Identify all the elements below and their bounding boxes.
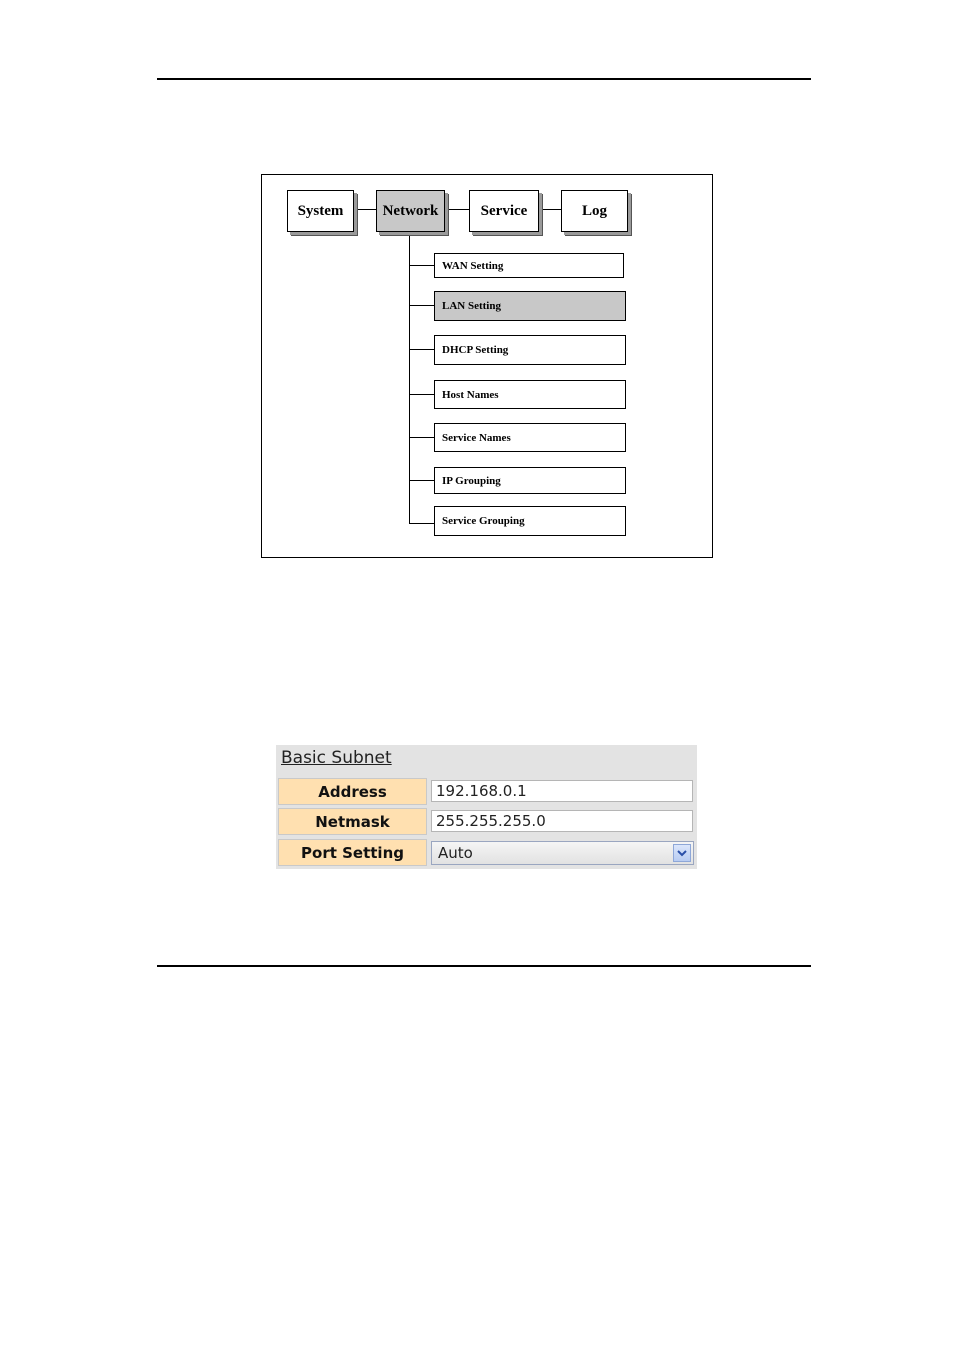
port-setting-value: Auto bbox=[438, 844, 473, 862]
branch-line bbox=[409, 437, 434, 438]
menu-tree-diagram bbox=[261, 174, 713, 558]
address-row bbox=[278, 778, 695, 805]
menu-network[interactable]: Network bbox=[376, 190, 445, 232]
bottom-rule bbox=[157, 965, 811, 967]
address-input[interactable]: 192.168.0.1 bbox=[431, 780, 693, 802]
menu-service[interactable]: Service bbox=[469, 190, 539, 232]
submenu-ip-grouping[interactable]: IP Grouping bbox=[434, 467, 626, 494]
top-rule bbox=[157, 78, 811, 80]
chevron-down-icon[interactable] bbox=[673, 844, 691, 862]
branch-line bbox=[409, 523, 434, 524]
branch-line bbox=[409, 394, 434, 395]
port-setting-label: Port Setting bbox=[278, 839, 427, 866]
connector-line bbox=[354, 209, 376, 210]
netmask-input[interactable]: 255.255.255.0 bbox=[431, 810, 693, 832]
port-setting-select[interactable] bbox=[431, 841, 694, 865]
form-title: Basic Subnet bbox=[281, 748, 392, 768]
netmask-row bbox=[278, 808, 695, 835]
connector-line bbox=[539, 209, 561, 210]
menu-log[interactable]: Log bbox=[561, 190, 628, 232]
branch-line bbox=[409, 265, 434, 266]
submenu-service-names[interactable]: Service Names bbox=[434, 423, 626, 452]
basic-subnet-form bbox=[276, 745, 697, 869]
submenu-wan-setting[interactable]: WAN Setting bbox=[434, 253, 624, 278]
submenu-dhcp-setting[interactable]: DHCP Setting bbox=[434, 335, 626, 365]
branch-line bbox=[409, 305, 434, 306]
submenu-service-grouping[interactable]: Service Grouping bbox=[434, 506, 626, 536]
address-label: Address bbox=[278, 778, 427, 805]
submenu-lan-setting[interactable]: LAN Setting bbox=[434, 291, 626, 321]
menu-system[interactable]: System bbox=[287, 190, 354, 232]
submenu-host-names[interactable]: Host Names bbox=[434, 380, 626, 409]
branch-line bbox=[409, 349, 434, 350]
connector-line bbox=[445, 209, 469, 210]
port-setting-row bbox=[278, 839, 695, 866]
branch-line bbox=[409, 480, 434, 481]
netmask-label: Netmask bbox=[278, 808, 427, 835]
